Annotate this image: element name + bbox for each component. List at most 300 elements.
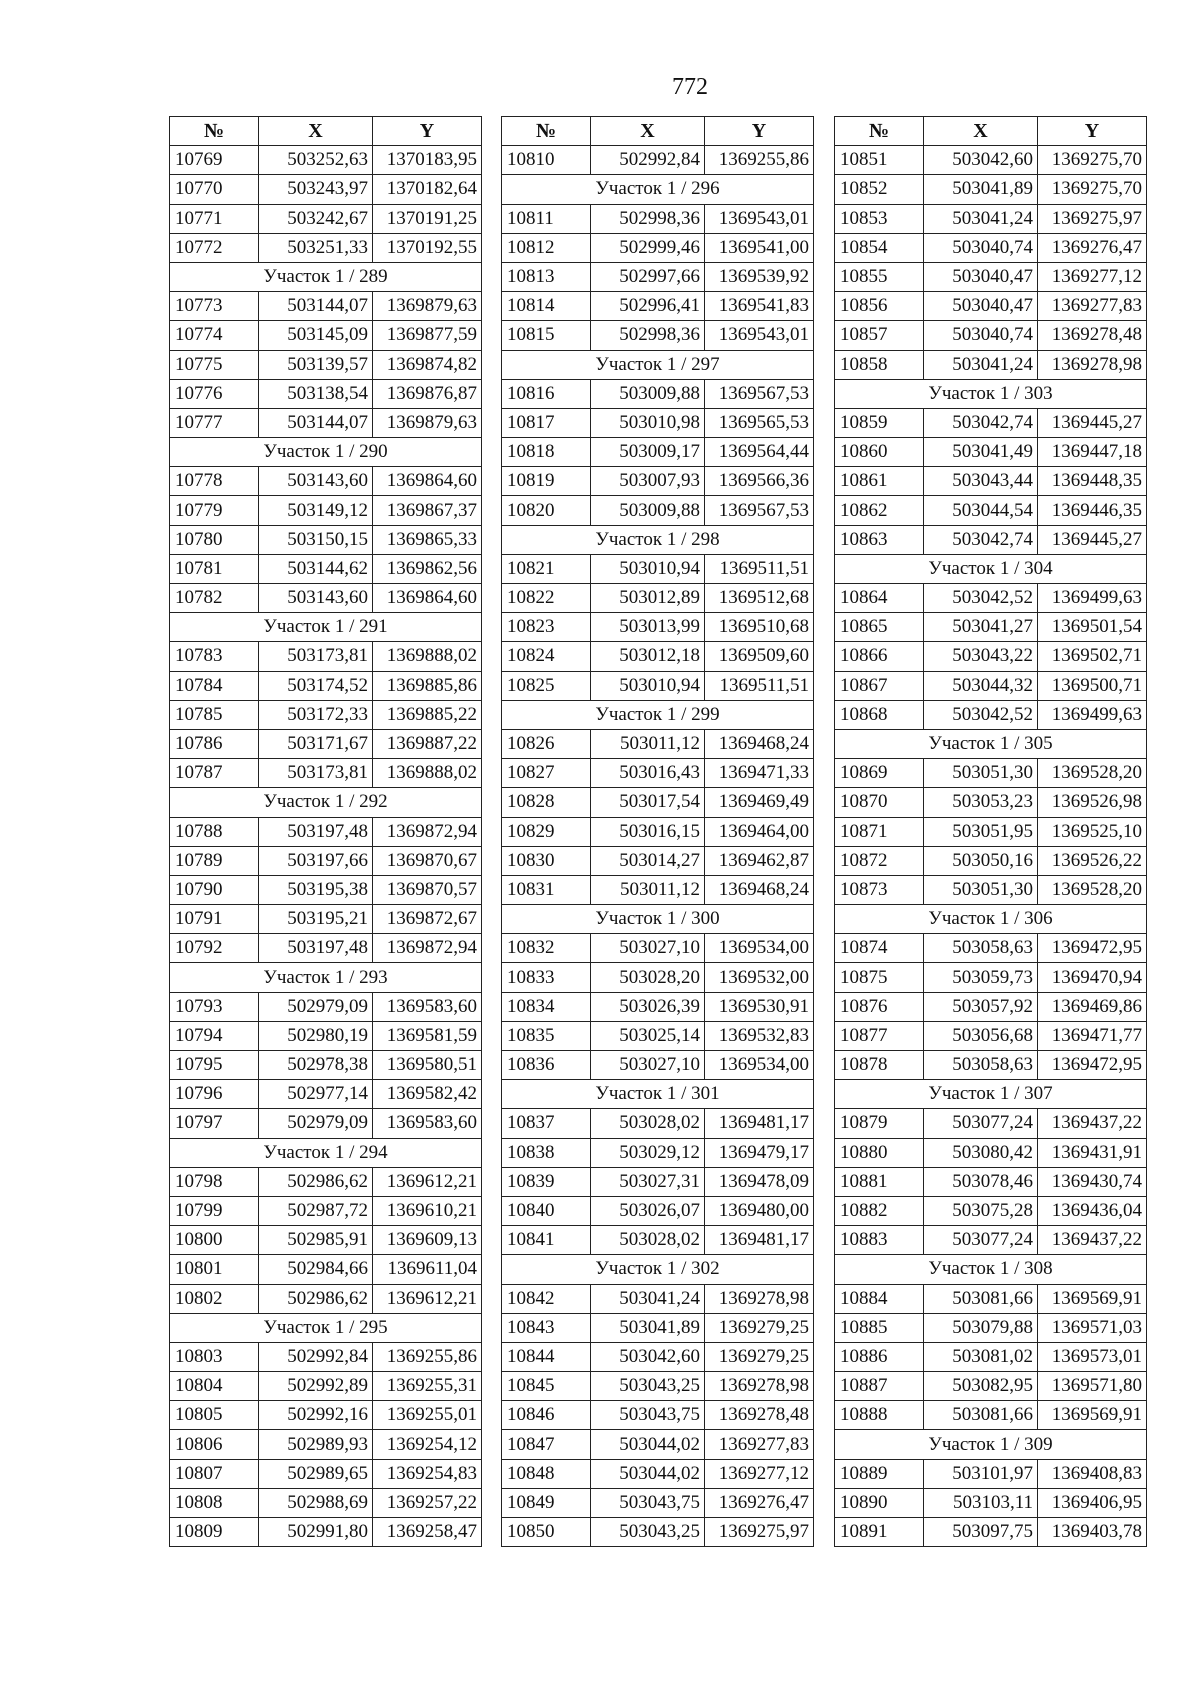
y-coordinate: 1369431,91 [1038, 1138, 1147, 1167]
x-coordinate: 503197,48 [259, 817, 373, 846]
y-coordinate: 1369543,01 [705, 204, 814, 233]
y-coordinate: 1369609,13 [373, 1226, 482, 1255]
y-coordinate: 1369277,12 [705, 1459, 814, 1488]
section-row [502, 175, 814, 204]
point-number: 10784 [170, 671, 259, 700]
x-coordinate: 503081,66 [924, 1284, 1038, 1313]
y-coordinate: 1369571,03 [1038, 1313, 1147, 1342]
point-number: 10844 [502, 1342, 591, 1371]
table-row [835, 1518, 1147, 1547]
point-number: 10821 [502, 554, 591, 583]
table-row [502, 321, 814, 350]
x-coordinate: 503080,42 [924, 1138, 1038, 1167]
x-coordinate: 503252,63 [259, 146, 373, 175]
y-coordinate: 1369278,98 [1038, 350, 1147, 379]
y-coordinate: 1369275,70 [1038, 175, 1147, 204]
point-number: 10856 [835, 292, 924, 321]
table-row [502, 1459, 814, 1488]
table-row [170, 1518, 482, 1547]
point-number: 10798 [170, 1167, 259, 1196]
y-coordinate: 1369872,94 [373, 817, 482, 846]
header-x: X [591, 117, 705, 146]
x-coordinate: 503050,16 [924, 846, 1038, 875]
point-number: 10803 [170, 1342, 259, 1371]
point-number: 10808 [170, 1488, 259, 1517]
table-row [835, 1459, 1147, 1488]
table-header-row [170, 117, 482, 146]
table-row [835, 204, 1147, 233]
point-number: 10816 [502, 379, 591, 408]
table-row [835, 350, 1147, 379]
point-number: 10776 [170, 379, 259, 408]
y-coordinate: 1369447,18 [1038, 438, 1147, 467]
table-row [835, 875, 1147, 904]
table-row [835, 1138, 1147, 1167]
section-label: Участок 1 / 295 [170, 1313, 482, 1342]
x-coordinate: 503014,27 [591, 846, 705, 875]
y-coordinate: 1369885,22 [373, 700, 482, 729]
table-row [170, 1342, 482, 1371]
y-coordinate: 1369276,47 [705, 1488, 814, 1517]
x-coordinate: 503242,67 [259, 204, 373, 233]
x-coordinate: 503143,60 [259, 467, 373, 496]
y-coordinate: 1369528,20 [1038, 875, 1147, 904]
section-row [170, 1313, 482, 1342]
y-coordinate: 1369437,22 [1038, 1226, 1147, 1255]
point-number: 10842 [502, 1284, 591, 1313]
table-row [835, 934, 1147, 963]
point-number: 10879 [835, 1109, 924, 1138]
y-coordinate: 1369532,00 [705, 963, 814, 992]
x-coordinate: 503044,02 [591, 1430, 705, 1459]
point-number: 10861 [835, 467, 924, 496]
table-row [835, 438, 1147, 467]
header-number: № [502, 117, 591, 146]
table-header-row [835, 117, 1147, 146]
x-coordinate: 503059,73 [924, 963, 1038, 992]
section-row [502, 525, 814, 554]
x-coordinate: 503138,54 [259, 379, 373, 408]
point-number: 10836 [502, 1051, 591, 1080]
table-row [170, 1459, 482, 1488]
point-number: 10781 [170, 554, 259, 583]
y-coordinate: 1369481,17 [705, 1226, 814, 1255]
y-coordinate: 1369877,59 [373, 321, 482, 350]
table-row [170, 875, 482, 904]
table-row [170, 817, 482, 846]
point-number: 10829 [502, 817, 591, 846]
point-number: 10809 [170, 1518, 259, 1547]
y-coordinate: 1369888,02 [373, 759, 482, 788]
point-number: 10769 [170, 146, 259, 175]
section-row [835, 1430, 1147, 1459]
table-row [835, 671, 1147, 700]
section-row [170, 613, 482, 642]
section-label: Участок 1 / 300 [502, 905, 814, 934]
x-coordinate: 503042,74 [924, 408, 1038, 437]
x-coordinate: 502998,36 [591, 321, 705, 350]
table-row [502, 1401, 814, 1430]
x-coordinate: 503097,75 [924, 1518, 1038, 1547]
x-coordinate: 502986,62 [259, 1284, 373, 1313]
y-coordinate: 1369867,37 [373, 496, 482, 525]
point-number: 10846 [502, 1401, 591, 1430]
point-number: 10887 [835, 1372, 924, 1401]
section-label: Участок 1 / 302 [502, 1255, 814, 1284]
x-coordinate: 503028,02 [591, 1109, 705, 1138]
point-number: 10878 [835, 1051, 924, 1080]
table-row [835, 1313, 1147, 1342]
x-coordinate: 503028,02 [591, 1226, 705, 1255]
x-coordinate: 503145,09 [259, 321, 373, 350]
table-row [502, 292, 814, 321]
y-coordinate: 1369499,63 [1038, 700, 1147, 729]
table-row [170, 1167, 482, 1196]
point-number: 10782 [170, 584, 259, 613]
point-number: 10779 [170, 496, 259, 525]
point-number: 10788 [170, 817, 259, 846]
point-number: 10874 [835, 934, 924, 963]
y-coordinate: 1369254,12 [373, 1430, 482, 1459]
x-coordinate: 502977,14 [259, 1080, 373, 1109]
x-coordinate: 503197,48 [259, 934, 373, 963]
y-coordinate: 1369257,22 [373, 1488, 482, 1517]
x-coordinate: 503043,25 [591, 1518, 705, 1547]
y-coordinate: 1370183,95 [373, 146, 482, 175]
section-label: Участок 1 / 298 [502, 525, 814, 554]
point-number: 10792 [170, 934, 259, 963]
point-number: 10814 [502, 292, 591, 321]
section-label: Участок 1 / 290 [170, 438, 482, 467]
x-coordinate: 503040,74 [924, 233, 1038, 262]
x-coordinate: 502997,66 [591, 262, 705, 291]
point-number: 10872 [835, 846, 924, 875]
y-coordinate: 1369279,25 [705, 1313, 814, 1342]
x-coordinate: 503143,60 [259, 584, 373, 613]
y-coordinate: 1369582,42 [373, 1080, 482, 1109]
table-header-row [502, 117, 814, 146]
point-number: 10850 [502, 1518, 591, 1547]
x-coordinate: 503081,02 [924, 1342, 1038, 1371]
x-coordinate: 503040,47 [924, 292, 1038, 321]
y-coordinate: 1369567,53 [705, 496, 814, 525]
table-row [835, 1051, 1147, 1080]
y-coordinate: 1369471,33 [705, 759, 814, 788]
table-row [502, 1372, 814, 1401]
table-row [170, 584, 482, 613]
table-row [835, 467, 1147, 496]
table-row [170, 321, 482, 350]
y-coordinate: 1369472,95 [1038, 934, 1147, 963]
y-coordinate: 1369502,71 [1038, 642, 1147, 671]
table-row [835, 788, 1147, 817]
table-row [835, 262, 1147, 291]
point-number: 10820 [502, 496, 591, 525]
y-coordinate: 1369276,47 [1038, 233, 1147, 262]
x-coordinate: 503150,15 [259, 525, 373, 554]
section-label: Участок 1 / 303 [835, 379, 1147, 408]
y-coordinate: 1369879,63 [373, 408, 482, 437]
x-coordinate: 503027,10 [591, 1051, 705, 1080]
point-number: 10866 [835, 642, 924, 671]
x-coordinate: 503041,27 [924, 613, 1038, 642]
point-number: 10838 [502, 1138, 591, 1167]
x-coordinate: 503012,89 [591, 584, 705, 613]
y-coordinate: 1369462,87 [705, 846, 814, 875]
point-number: 10880 [835, 1138, 924, 1167]
y-coordinate: 1369581,59 [373, 1021, 482, 1050]
y-coordinate: 1369865,33 [373, 525, 482, 554]
table-row [502, 1109, 814, 1138]
x-coordinate: 503027,10 [591, 934, 705, 963]
x-coordinate: 503041,89 [924, 175, 1038, 204]
y-coordinate: 1369569,91 [1038, 1401, 1147, 1430]
point-number: 10825 [502, 671, 591, 700]
section-row [835, 905, 1147, 934]
point-number: 10795 [170, 1051, 259, 1080]
y-coordinate: 1370192,55 [373, 233, 482, 262]
y-coordinate: 1369509,60 [705, 642, 814, 671]
y-coordinate: 1369278,98 [705, 1372, 814, 1401]
x-coordinate: 503016,43 [591, 759, 705, 788]
point-number: 10886 [835, 1342, 924, 1371]
section-row [170, 963, 482, 992]
table-row [170, 233, 482, 262]
coordinates-table-1 [169, 116, 482, 1547]
y-coordinate: 1369534,00 [705, 1051, 814, 1080]
section-row [502, 1080, 814, 1109]
header-y: Y [1038, 117, 1147, 146]
point-number: 10852 [835, 175, 924, 204]
y-coordinate: 1369469,49 [705, 788, 814, 817]
header-number: № [170, 117, 259, 146]
point-number: 10876 [835, 992, 924, 1021]
point-number: 10868 [835, 700, 924, 729]
point-number: 10889 [835, 1459, 924, 1488]
table-row [835, 1196, 1147, 1225]
y-coordinate: 1369872,94 [373, 934, 482, 963]
table-row [835, 233, 1147, 262]
y-coordinate: 1369446,35 [1038, 496, 1147, 525]
point-number: 10881 [835, 1167, 924, 1196]
coordinates-table-2 [501, 116, 814, 1547]
point-number: 10775 [170, 350, 259, 379]
point-number: 10837 [502, 1109, 591, 1138]
x-coordinate: 503051,30 [924, 875, 1038, 904]
y-coordinate: 1369403,78 [1038, 1518, 1147, 1547]
table-row [170, 525, 482, 554]
table-row [835, 992, 1147, 1021]
table-row [170, 729, 482, 758]
y-coordinate: 1369885,86 [373, 671, 482, 700]
x-coordinate: 502989,93 [259, 1430, 373, 1459]
y-coordinate: 1370191,25 [373, 204, 482, 233]
x-coordinate: 503041,24 [924, 350, 1038, 379]
point-number: 10854 [835, 233, 924, 262]
point-number: 10818 [502, 438, 591, 467]
y-coordinate: 1369408,83 [1038, 1459, 1147, 1488]
y-coordinate: 1369464,00 [705, 817, 814, 846]
x-coordinate: 503011,12 [591, 875, 705, 904]
table-row [170, 1051, 482, 1080]
point-number: 10799 [170, 1196, 259, 1225]
y-coordinate: 1369543,01 [705, 321, 814, 350]
y-coordinate: 1369583,60 [373, 992, 482, 1021]
y-coordinate: 1369526,22 [1038, 846, 1147, 875]
x-coordinate: 503078,46 [924, 1167, 1038, 1196]
point-number: 10802 [170, 1284, 259, 1313]
y-coordinate: 1369277,83 [1038, 292, 1147, 321]
x-coordinate: 503010,94 [591, 554, 705, 583]
table-row [170, 467, 482, 496]
table-row [835, 963, 1147, 992]
x-coordinate: 503041,89 [591, 1313, 705, 1342]
y-coordinate: 1369879,63 [373, 292, 482, 321]
point-number: 10884 [835, 1284, 924, 1313]
x-coordinate: 503044,32 [924, 671, 1038, 700]
y-coordinate: 1369564,44 [705, 438, 814, 467]
section-label: Участок 1 / 304 [835, 554, 1147, 583]
table-row [835, 1401, 1147, 1430]
table-row [835, 496, 1147, 525]
y-coordinate: 1369610,21 [373, 1196, 482, 1225]
x-coordinate: 503173,81 [259, 759, 373, 788]
x-coordinate: 502986,62 [259, 1167, 373, 1196]
table-row [835, 642, 1147, 671]
x-coordinate: 503195,21 [259, 905, 373, 934]
header-x: X [259, 117, 373, 146]
x-coordinate: 503043,75 [591, 1401, 705, 1430]
point-number: 10882 [835, 1196, 924, 1225]
y-coordinate: 1369870,57 [373, 875, 482, 904]
table-row [502, 262, 814, 291]
point-number: 10828 [502, 788, 591, 817]
point-number: 10839 [502, 1167, 591, 1196]
point-number: 10772 [170, 233, 259, 262]
y-coordinate: 1369872,67 [373, 905, 482, 934]
y-coordinate: 1369510,68 [705, 613, 814, 642]
table-row [835, 321, 1147, 350]
section-label: Участок 1 / 289 [170, 262, 482, 291]
point-number: 10807 [170, 1459, 259, 1488]
x-coordinate: 502978,38 [259, 1051, 373, 1080]
y-coordinate: 1369478,09 [705, 1167, 814, 1196]
y-coordinate: 1369534,00 [705, 934, 814, 963]
point-number: 10817 [502, 408, 591, 437]
y-coordinate: 1369278,48 [705, 1401, 814, 1430]
table-row [170, 1226, 482, 1255]
point-number: 10871 [835, 817, 924, 846]
table-row [502, 1138, 814, 1167]
x-coordinate: 502992,84 [591, 146, 705, 175]
table-row [170, 1021, 482, 1050]
point-number: 10813 [502, 262, 591, 291]
y-coordinate: 1369580,51 [373, 1051, 482, 1080]
point-number: 10774 [170, 321, 259, 350]
table-row [502, 963, 814, 992]
y-coordinate: 1369278,98 [705, 1284, 814, 1313]
point-number: 10859 [835, 408, 924, 437]
point-number: 10857 [835, 321, 924, 350]
section-label: Участок 1 / 292 [170, 788, 482, 817]
point-number: 10810 [502, 146, 591, 175]
header-number: № [835, 117, 924, 146]
x-coordinate: 503016,15 [591, 817, 705, 846]
x-coordinate: 503012,18 [591, 642, 705, 671]
point-number: 10822 [502, 584, 591, 613]
y-coordinate: 1369471,77 [1038, 1021, 1147, 1050]
point-number: 10869 [835, 759, 924, 788]
table-row [835, 292, 1147, 321]
table-row [170, 350, 482, 379]
y-coordinate: 1369864,60 [373, 467, 482, 496]
x-coordinate: 503173,81 [259, 642, 373, 671]
x-coordinate: 502996,41 [591, 292, 705, 321]
table-row [502, 992, 814, 1021]
point-number: 10771 [170, 204, 259, 233]
point-number: 10845 [502, 1372, 591, 1401]
table-row [170, 934, 482, 963]
point-number: 10867 [835, 671, 924, 700]
section-row [170, 262, 482, 291]
table-row [502, 438, 814, 467]
y-coordinate: 1369258,47 [373, 1518, 482, 1547]
table-row [170, 846, 482, 875]
x-coordinate: 503009,88 [591, 379, 705, 408]
table-row [170, 379, 482, 408]
table-row [835, 759, 1147, 788]
table-row [170, 146, 482, 175]
point-number: 10796 [170, 1080, 259, 1109]
x-coordinate: 503041,24 [591, 1284, 705, 1313]
section-row [502, 700, 814, 729]
table-row [170, 642, 482, 671]
y-coordinate: 1369445,27 [1038, 525, 1147, 554]
point-number: 10891 [835, 1518, 924, 1547]
y-coordinate: 1369479,17 [705, 1138, 814, 1167]
y-coordinate: 1369528,20 [1038, 759, 1147, 788]
y-coordinate: 1369870,67 [373, 846, 482, 875]
x-coordinate: 503028,20 [591, 963, 705, 992]
table-row [502, 875, 814, 904]
x-coordinate: 503075,28 [924, 1196, 1038, 1225]
coordinates-table-3 [834, 116, 1147, 1547]
section-row [835, 729, 1147, 758]
x-coordinate: 503010,94 [591, 671, 705, 700]
table-row [502, 1284, 814, 1313]
y-coordinate: 1369255,31 [373, 1372, 482, 1401]
y-coordinate: 1369888,02 [373, 642, 482, 671]
x-coordinate: 502987,72 [259, 1196, 373, 1225]
section-label: Участок 1 / 293 [170, 963, 482, 992]
x-coordinate: 503013,99 [591, 613, 705, 642]
x-coordinate: 503041,49 [924, 438, 1038, 467]
point-number: 10823 [502, 613, 591, 642]
table-row [502, 584, 814, 613]
point-number: 10877 [835, 1021, 924, 1050]
x-coordinate: 503042,52 [924, 584, 1038, 613]
table-row [502, 1518, 814, 1547]
point-number: 10794 [170, 1021, 259, 1050]
table-row [502, 1430, 814, 1459]
section-row [170, 788, 482, 817]
point-number: 10875 [835, 963, 924, 992]
table-row [835, 1372, 1147, 1401]
x-coordinate: 503144,07 [259, 408, 373, 437]
table-row [170, 292, 482, 321]
table-row [502, 1196, 814, 1225]
point-number: 10790 [170, 875, 259, 904]
